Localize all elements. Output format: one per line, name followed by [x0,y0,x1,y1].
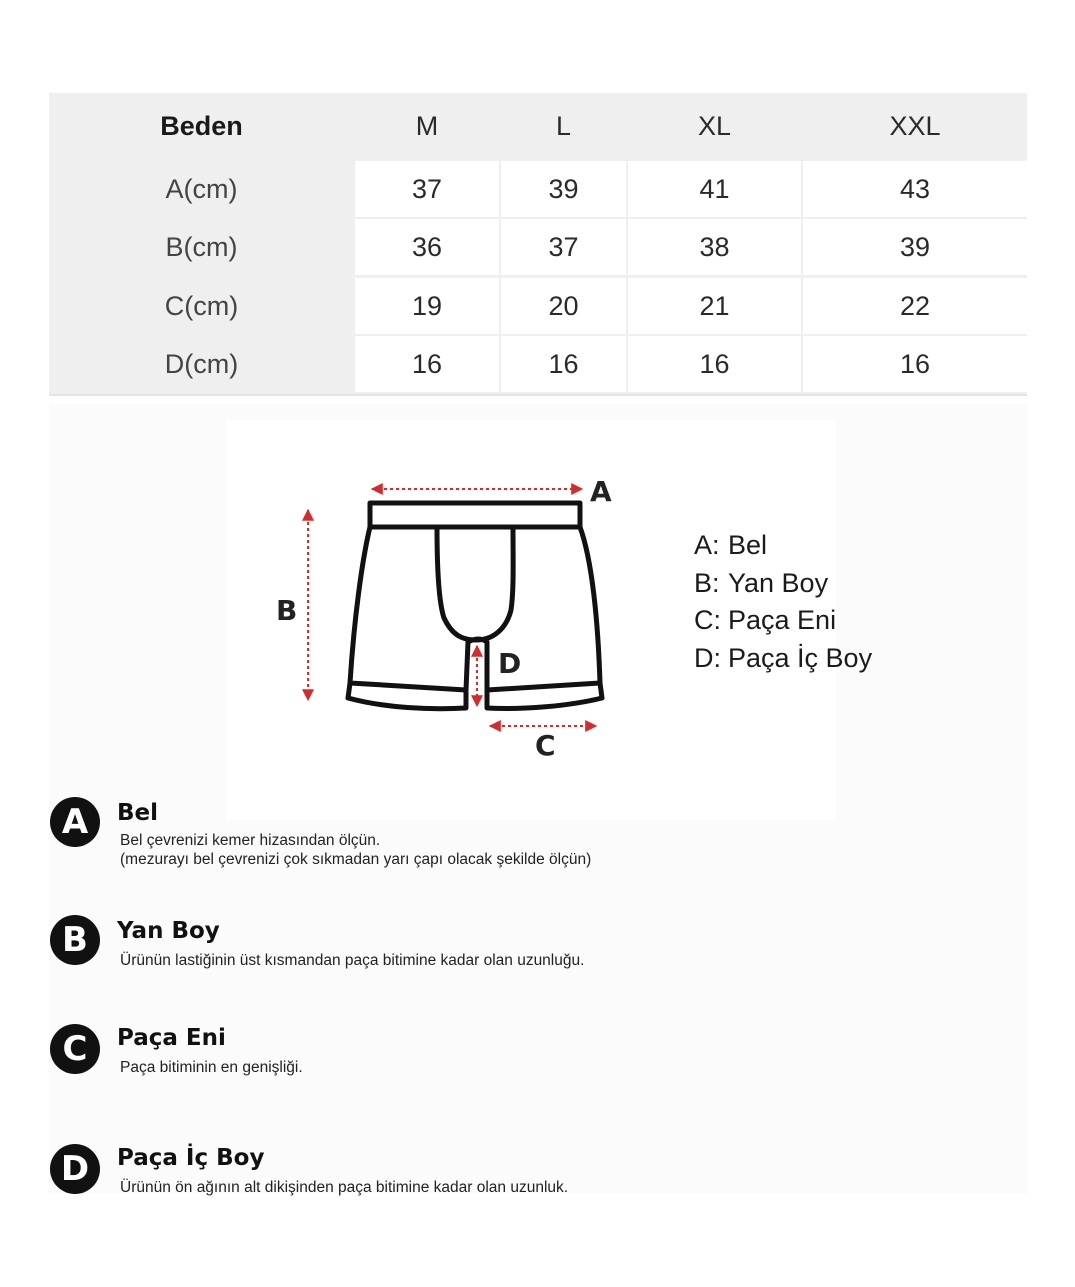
size-table-header [49,93,1027,159]
table-cell: 16 [628,336,801,392]
legend-key: B: [694,567,720,598]
table-cell: 21 [628,278,801,334]
boxer-outline [348,503,602,709]
legend-text: Bel [728,530,768,560]
legend-text: Yan Boy [728,567,829,598]
table-row [49,161,1027,217]
header-beden: Beden [160,110,243,141]
row-label: C(cm) [164,290,239,321]
marker-c: C [535,729,556,762]
legend-item [694,602,872,640]
row-label: A(cm) [165,173,238,204]
table-cell: 39 [803,219,1027,275]
legend-key: C: [694,605,721,635]
boxer-measurement-diagram [260,470,620,770]
table-row [49,336,1027,392]
table-cell: 38 [628,219,801,275]
table-cell: 16 [501,336,626,392]
marker-a: A [590,475,612,508]
header-size-xxl: XXL [889,110,941,141]
table-cell: 16 [355,336,499,392]
row-label: B(cm) [165,231,238,262]
badge-b: B [50,915,100,965]
section-title: Bel [117,800,159,826]
legend-item [694,527,872,565]
size-table [49,93,1027,396]
legend-key: D: [694,642,721,673]
section-description: Ürünün lastiğinin üst kısmandan paça bitimine kadar olan uzunluğu. [120,952,585,969]
section-description: Ürünün ön ağının alt dikişinden paça bitimine kadar olan uzunluk. [120,1179,569,1196]
table-cell: 20 [501,278,626,334]
table-row [49,278,1027,334]
section-title: Yan Boy [117,918,220,944]
legend-text: Paça Eni [728,605,837,635]
marker-b: B [276,594,298,627]
section-title: Paça İç Boy [117,1145,265,1171]
table-cell: 36 [355,219,499,275]
table-cell: 22 [803,278,1027,334]
table-cell: 16 [803,336,1027,392]
legend-key: A: [694,530,720,560]
legend-text: Paça İç Boy [728,642,873,673]
row-label: D(cm) [164,348,239,379]
marker-d: D [498,647,522,680]
table-cell: 37 [355,161,499,217]
badge-a: A [50,797,100,847]
legend-item [694,565,872,603]
table-cell: 37 [501,219,626,275]
table-cell: 41 [628,161,801,217]
header-size-m: M [415,110,439,141]
header-size-l: L [555,110,572,141]
table-cell: 19 [355,278,499,334]
badge-d: D [50,1144,100,1194]
section-description: Bel çevrenizi kemer hizasından ölçün. [120,832,381,849]
table-row [49,219,1027,275]
section-description: (mezurayı bel çevrenizi çok sıkmadan yarı çapı olacak şekilde ölçün) [120,851,592,868]
header-size-xl: XL [697,110,732,141]
table-cell: 39 [501,161,626,217]
legend-item [694,640,872,678]
section-description: Paça bitiminin en genişliği. [120,1059,303,1076]
table-cell: 43 [803,161,1027,217]
diagram-legend [694,527,872,677]
badge-c: C [50,1024,100,1074]
section-title: Paça Eni [117,1025,226,1051]
